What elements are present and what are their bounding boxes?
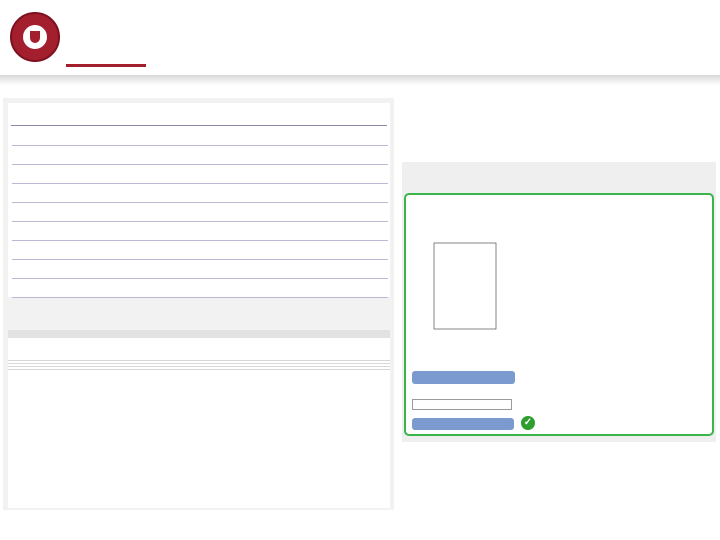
problem-column-header [178, 340, 220, 361]
table-row [8, 367, 390, 370]
problem-column-header [305, 340, 347, 361]
column-header-average [50, 340, 92, 361]
wpi-logo [10, 12, 145, 64]
check-icon: ✓ [521, 416, 535, 430]
submit-answer-button[interactable] [412, 418, 514, 430]
break-into-steps-button[interactable] [412, 371, 515, 384]
assignment-link[interactable] [12, 165, 388, 184]
assignment-link[interactable] [12, 279, 388, 298]
item-report-panel [8, 330, 390, 508]
assignment-link[interactable] [12, 184, 388, 203]
problem-column-header [263, 340, 305, 361]
assignment-link[interactable] [12, 146, 388, 165]
assignment-link[interactable] [12, 127, 388, 146]
assignment-link[interactable] [12, 260, 388, 279]
assignment-list [12, 127, 388, 298]
assignments-panel [8, 103, 390, 297]
item-report-table [8, 340, 390, 370]
problem-column-header [220, 340, 262, 361]
assignment-link[interactable] [12, 203, 388, 222]
problem-column-header [93, 340, 135, 361]
header-divider [0, 75, 720, 85]
assignment-link[interactable] [12, 222, 388, 241]
assignment-link[interactable] [12, 241, 388, 260]
table-header-row [8, 340, 390, 361]
answer-input[interactable] [412, 399, 512, 410]
problem-column-header [348, 340, 391, 361]
wpi-seal-icon [10, 12, 60, 62]
scatterplot-figure [406, 230, 516, 348]
problem-column-header [135, 340, 177, 361]
